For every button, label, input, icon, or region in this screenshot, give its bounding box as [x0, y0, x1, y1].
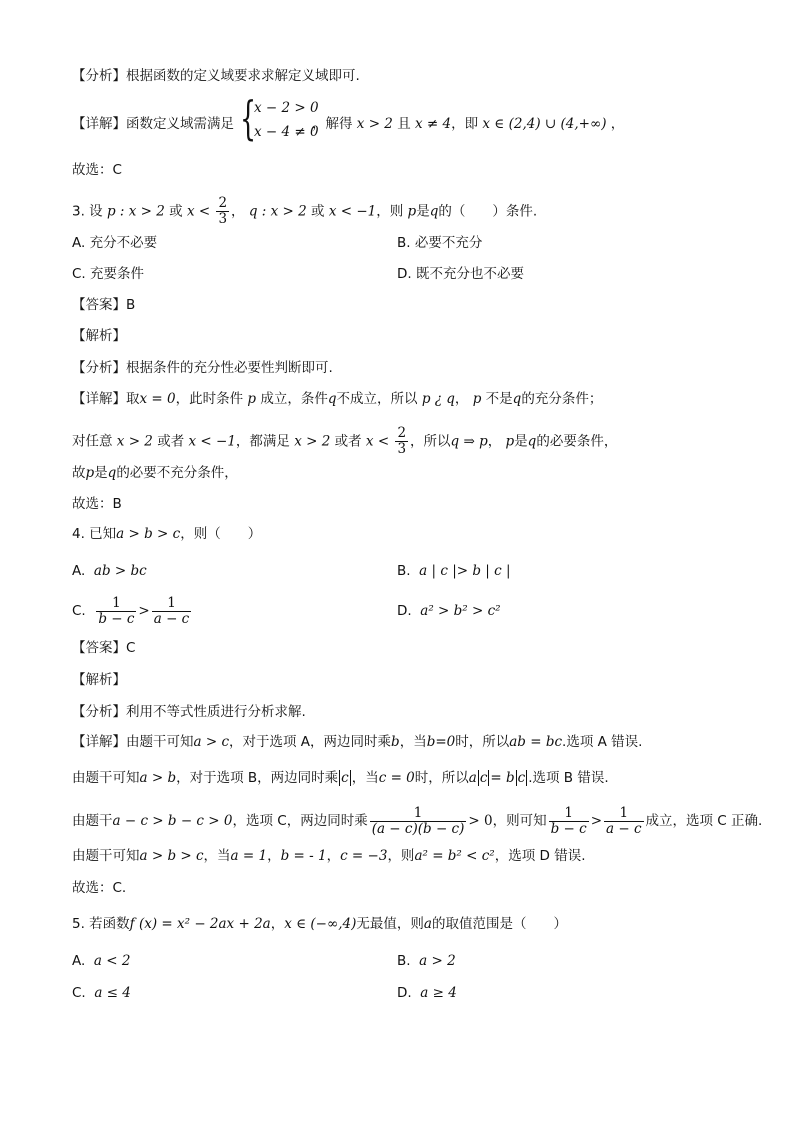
q2-equation-2: x − 4 ≠ 0	[254, 124, 319, 140]
abs-bar	[516, 770, 517, 786]
math: b	[391, 734, 400, 750]
math: c	[517, 770, 526, 786]
text: ，对于选项 A，两边同时乘	[229, 734, 392, 750]
math: a − c > b − c > 0	[112, 813, 233, 829]
abs-bar	[478, 770, 479, 786]
analysis-text: 【分析】利用不等式性质进行分析求解.	[72, 704, 306, 720]
q2-select-text: 故选：C	[72, 162, 122, 178]
text: ，	[454, 391, 469, 407]
q2-text: ，即	[451, 116, 479, 132]
fraction	[395, 426, 408, 457]
q5-question	[72, 914, 567, 934]
q3-detail-line2	[72, 426, 617, 457]
fraction	[549, 806, 589, 837]
q2-math: x > 2	[356, 116, 393, 132]
option-label: C.	[72, 985, 86, 1001]
option-text: A. 充分不必要	[72, 235, 158, 251]
text: 无最值，则	[356, 916, 424, 932]
q3-answer	[72, 295, 135, 315]
text: 的充分条件；	[521, 391, 603, 407]
text: 或者	[334, 433, 362, 450]
math: a > b > c	[116, 526, 181, 542]
q3-text: 或	[311, 203, 325, 220]
q3-math: q	[429, 203, 439, 220]
q4-option-d	[397, 601, 501, 621]
q5-option-d	[397, 983, 457, 1003]
q4-option-c	[72, 594, 193, 628]
q3-number: 3. 设	[72, 203, 103, 220]
denominator: a − c	[153, 610, 190, 627]
numerator: 1	[604, 806, 644, 822]
q2-analysis-text: 【分析】根据函数的定义域要求求解定义域即可.	[72, 68, 360, 84]
text: ，则	[387, 848, 415, 864]
text: .选项 A 错误.	[562, 734, 643, 750]
q4-analysis	[72, 702, 306, 722]
numerator: 1	[549, 806, 589, 822]
text: ，当	[351, 770, 379, 786]
option-text: C. 充要条件	[72, 266, 145, 282]
text: ，当	[399, 734, 427, 750]
q5-option-a	[72, 951, 130, 971]
text: 故	[72, 465, 86, 481]
text: 是	[514, 433, 528, 450]
q2-text: 且	[397, 116, 411, 132]
q3-jiexi	[72, 326, 126, 346]
q2-detail	[72, 114, 234, 134]
text: 不是	[485, 391, 513, 407]
option-math: a ≤ 4	[94, 985, 131, 1001]
math: a² = b² < c²	[414, 848, 495, 864]
text: ，则（ ）	[180, 526, 262, 542]
option-math: ab > bc	[93, 563, 147, 579]
text: 由题干	[72, 813, 113, 829]
option-label: D.	[397, 985, 412, 1001]
math: a > b	[139, 770, 177, 786]
option-label: B.	[397, 953, 411, 969]
option-math: a ≥ 4	[420, 985, 457, 1001]
text: 的必要条件，	[536, 433, 618, 450]
math: a	[468, 770, 477, 786]
q5-option-c	[72, 983, 131, 1003]
option-math: a < 2	[93, 953, 131, 969]
q3-text: 是	[416, 203, 430, 220]
math: >	[590, 813, 602, 829]
jiexi-text: 【解析】	[72, 328, 126, 344]
math: x <	[365, 433, 390, 450]
q4-jiexi	[72, 670, 126, 690]
math: ab = bc	[509, 734, 563, 750]
math: a	[423, 916, 432, 932]
math: a = 1	[230, 848, 268, 864]
text: 对任意	[72, 433, 113, 450]
text: 不成立，所以	[336, 391, 418, 407]
math: b=0	[426, 734, 456, 750]
option-math: a > 2	[419, 953, 456, 969]
q4-answer	[72, 638, 135, 658]
q3-select	[72, 494, 122, 514]
text: .选项 B 错误.	[528, 770, 609, 786]
math: c	[341, 770, 349, 786]
numerator: 1	[152, 596, 192, 612]
text: ，	[326, 848, 341, 864]
math: p ¿ q	[421, 391, 455, 407]
math: c = 0	[378, 770, 415, 786]
text: ，	[270, 916, 285, 932]
text: 时，所以	[414, 770, 469, 786]
denominator: a − c	[606, 820, 642, 837]
math: c	[479, 770, 488, 786]
fraction	[96, 596, 136, 627]
math: c = −3	[340, 848, 388, 864]
text: 【详解】取	[72, 391, 140, 407]
q4-question	[72, 524, 261, 544]
abs-bar	[350, 770, 351, 786]
numerator: 2	[218, 195, 228, 211]
q3-text: 或	[169, 203, 183, 220]
q2-detail-rest	[312, 114, 624, 134]
fraction	[370, 806, 467, 837]
text: ，此时条件	[175, 391, 244, 407]
q2-analysis	[72, 66, 360, 86]
q2-math: x ≠ 4	[415, 116, 452, 132]
text: ，	[487, 433, 502, 450]
q3-option-c	[72, 264, 144, 284]
math: q	[107, 465, 117, 481]
text: 或者	[157, 433, 185, 450]
q3-text: ，	[231, 203, 245, 220]
q4-option-a	[72, 561, 147, 581]
option-text: B. 必要不充分	[397, 235, 483, 251]
math: = b	[490, 770, 515, 786]
q2-detail-prefix: 【详解】函数定义域需满足	[72, 116, 234, 132]
math: q	[512, 391, 522, 407]
math: >	[138, 603, 150, 619]
q3-option-a	[72, 233, 157, 253]
text: ，对于选项 B，两边同时乘	[176, 770, 339, 786]
denominator: 3	[218, 211, 228, 227]
math: x = 0	[139, 391, 176, 407]
option-math: a | c |> b | c |	[419, 563, 511, 579]
text: ，	[267, 848, 281, 864]
math: x < −1	[188, 433, 236, 450]
math: f (x) = x² − 2ax + 2a	[129, 916, 271, 932]
q2-text: ，解得	[312, 116, 353, 132]
text: 成立，选项 C 正确.	[645, 813, 763, 829]
option-math: a² > b² > c²	[420, 603, 501, 619]
text: ，则可知	[492, 813, 547, 829]
option-label: A.	[72, 563, 86, 579]
q3-math: x < −1	[328, 203, 377, 220]
q4-detail-line2	[72, 768, 609, 788]
analysis-text: 【分析】根据条件的充分性必要性判断即可.	[72, 360, 333, 376]
q3-question	[72, 196, 537, 227]
denominator: b − c	[550, 820, 587, 837]
text: 的必要不充分条件，	[116, 465, 238, 481]
q3-math: x <	[186, 203, 211, 220]
q2-math: x ∈ (2,4) ∪ (4,+∞)	[482, 116, 607, 132]
q4-detail-line3	[72, 804, 762, 838]
math: x > 2	[116, 433, 153, 450]
math: x ∈ (−∞,4)	[284, 916, 357, 932]
jiexi-text: 【解析】	[72, 672, 126, 688]
q5-option-b	[397, 951, 456, 971]
math: p	[247, 391, 257, 407]
math: a > c	[193, 734, 230, 750]
select-text: 故选：B	[72, 496, 122, 512]
numerator: 1	[96, 596, 136, 612]
q2-text: ，	[610, 116, 625, 132]
q2-equation-1: x − 2 > 0	[254, 100, 319, 116]
fraction	[152, 596, 192, 627]
math: a > b > c	[139, 848, 204, 864]
text: ，当	[203, 848, 231, 864]
q3-math: p	[407, 203, 417, 220]
numerator: 1	[370, 806, 467, 822]
answer-text: 【答案】C	[72, 640, 136, 656]
answer-text: 【答案】B	[72, 297, 136, 313]
math: q	[527, 433, 537, 450]
text: ，选项 C，两边同时乘	[232, 813, 368, 829]
text: 由题干可知	[72, 770, 140, 786]
fraction	[216, 196, 229, 227]
math: b = - 1	[280, 848, 327, 864]
text: 【详解】由题干可知	[72, 734, 194, 750]
numerator: 2	[397, 425, 407, 441]
option-label: B.	[397, 563, 411, 579]
q3-option-b	[397, 233, 482, 253]
q2-answer-select	[72, 160, 122, 180]
option-label: C.	[72, 603, 86, 619]
q3-analysis	[72, 358, 333, 378]
select-text: 故选：C.	[72, 880, 127, 896]
q4-option-b	[397, 561, 511, 581]
q3-detail-line1	[72, 389, 602, 409]
text: 是	[94, 465, 108, 481]
math: p	[505, 433, 515, 450]
text: ，所以	[410, 433, 451, 450]
q3-text: ，则	[376, 203, 404, 220]
text: 的取值范围是（ ）	[431, 916, 567, 932]
q5-number: 5. 若函数	[72, 916, 130, 932]
q3-option-d	[397, 264, 524, 284]
text: 时，所以	[455, 734, 510, 750]
denominator: (a − c)(b − c)	[371, 820, 465, 837]
math: q ⇒ p	[450, 433, 488, 450]
math: > 0	[468, 813, 493, 829]
text: ，选项 D 错误.	[494, 848, 586, 864]
math: q	[327, 391, 337, 407]
q4-select	[72, 878, 126, 898]
option-label: A.	[72, 953, 86, 969]
text: 由题干可知	[72, 848, 140, 864]
abs-bar	[339, 770, 340, 786]
fraction	[604, 806, 644, 837]
q4-detail-line1	[72, 732, 642, 752]
q4-number: 4. 已知	[72, 526, 117, 542]
q3-math: q : x > 2	[248, 203, 307, 220]
brace-icon: {	[240, 91, 257, 145]
q4-detail-line4	[72, 846, 586, 866]
option-label: D.	[397, 603, 412, 619]
math: p	[472, 391, 482, 407]
text: 成立，条件	[260, 391, 328, 407]
q3-text: 的（ ）条件.	[438, 203, 538, 220]
option-text: D. 既不充分也不必要	[397, 266, 524, 282]
math: p	[85, 465, 95, 481]
text: ，都满足	[235, 433, 290, 450]
q3-math: p : x > 2	[106, 203, 165, 220]
denominator: b − c	[98, 610, 135, 627]
denominator: 3	[397, 441, 407, 457]
q3-detail-line3	[72, 463, 238, 483]
math: x > 2	[294, 433, 331, 450]
